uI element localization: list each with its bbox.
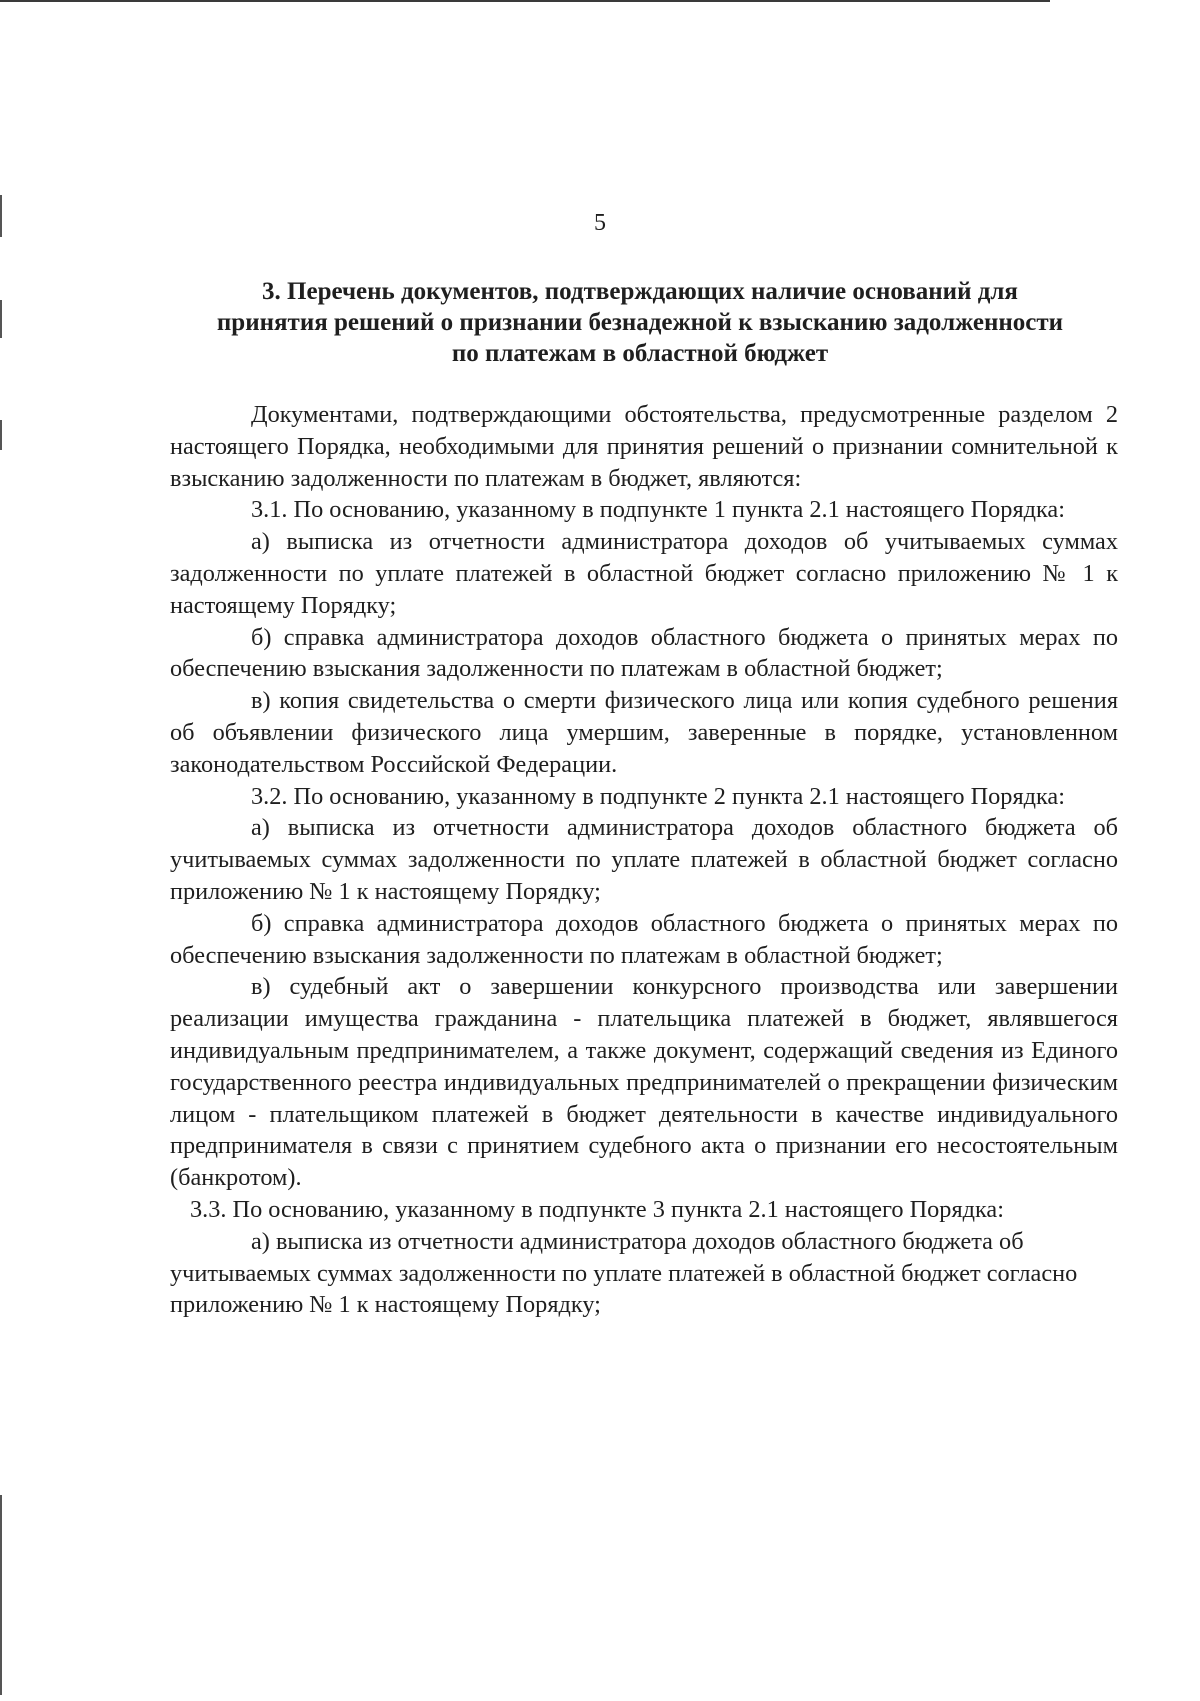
paragraph-intro: Документами, подтверждающими обстоятельства, предусмотренные разделом 2 настоящего Порядка, необходимыми для принятия решений о признании сомнительной к взысканию задолженности по платежам в бюджет, являются: [170, 401, 1118, 492]
clause-3-1-c: в) копия свидетельства о смерти физического лица или копия судебного решения об объявлении физического лица умершим, заверенные в порядке, установленном законодательством Российской Федерации. [170, 687, 1118, 778]
heading-line: 3. Перечень документов, подтверждающих наличие оснований для [262, 278, 1018, 305]
clause-3-1-a: а) выписка из отчетности администратора доходов об учитываемых суммах задолженности по уплате платежей в областной бюджет согласно приложению № 1 к настоящему Порядку; [170, 528, 1118, 619]
page-number: 5 [594, 210, 606, 236]
clause-3-1: 3.1. По основанию, указанному в подпункте 1 пункта 2.1 настоящего Порядка: [251, 496, 1065, 524]
clause-3-2: 3.2. По основанию, указанному в подпункте 2 пункта 2.1 настоящего Порядка: [251, 782, 1065, 810]
heading-line: по платежам в областной бюджет [451, 340, 829, 367]
clause-3-2-c: в) судебный акт о завершении конкурсного производства или завершении реализации имущества гражданина - плательщика платежей в бюджет, являвшегося индивидуальным предпринимателем, а также документ, содержащий сведения из Единого государственного реестра индивидуальных предпринимателей о прекращении физическим лицом - плательщиком платежей в бюджет деятельности в качестве индивидуального предпринимателя в связи с принятием судебного акта о признании его несостоятельным (банкротом). [170, 973, 1118, 1192]
scan-edge-mark [0, 300, 2, 338]
clause-3-2-a: а) выписка из отчетности администратора доходов областного бюджета об учитываемых суммах задолженности по уплате платежей в областной бюджет согласно приложению № 1 к настоящему Порядку; [170, 814, 1118, 905]
scan-edge-mark [0, 420, 2, 450]
heading-line: принятия решений о признании безнадежной к взысканию задолженности [216, 309, 1064, 336]
scan-top-edge [0, 0, 1050, 2]
clause-3-3: 3.3. По основанию, указанному в подпункте 3 пункта 2.1 настоящего Порядка: [190, 1195, 1004, 1223]
clause-3-2-b: б) справка администратора доходов областного бюджета о принятых мерах по обеспечению взыскания задолженности по платежам в областной бюджет; [170, 909, 1118, 969]
section-heading [150, 276, 1130, 369]
document-body [170, 399, 1118, 1321]
clause-3-3-a: а) выписка из отчетности администратора доходов областного бюджета об учитываемых суммах задолженности по уплате платежей в областной бюджет согласно приложению № 1 к настоящему Порядку; [170, 1227, 1078, 1319]
scan-edge-mark [0, 1495, 2, 1695]
clause-3-1-b: б) справка администратора доходов областного бюджета о принятых мерах по обеспечению взыскания задолженности по платежам в областной бюджет; [170, 623, 1118, 683]
